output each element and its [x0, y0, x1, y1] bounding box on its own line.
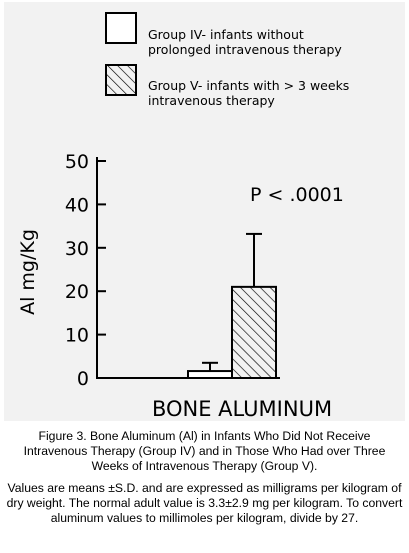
legend — [106, 13, 349, 108]
y-axis-title: Al mg/Kg — [17, 229, 39, 315]
figure-note-text: Values are means ±S.D. and are expressed as milligrams per kilogram of dry weight. The normal adult value is 3.3±2.9 mg per kilogram. To convert aluminum values to millimoles per kilogram, divide by 27. — [6, 481, 403, 525]
bar-group-v — [232, 287, 276, 378]
legend-swatch-group-v — [106, 65, 136, 95]
legend-label-group-iv-line1: Group IV- infants without — [148, 27, 304, 42]
x-axis-title: BONE ALUMINUM — [151, 397, 333, 421]
legend-label-group-iv-line2: prolonged intravenous therapy — [148, 42, 342, 57]
y-tick-label: 10 — [64, 324, 89, 347]
y-tick-label: 20 — [64, 281, 89, 304]
figure-caption: Figure 3. Bone Aluminum (Al) in Infants Who Did Not Receive Intravenous Therapy (Group IV) and in Those Who Had over Three Weeks of Intravenous Therapy (Group V). — [23, 429, 386, 473]
bar-group-iv — [188, 371, 232, 378]
legend-label-group-v-line1: Group V- infants with > 3 weeks — [148, 78, 350, 93]
legend-swatch-group-iv — [106, 13, 136, 43]
y-axis-ticks — [65, 151, 106, 390]
y-tick-label: 40 — [64, 194, 89, 217]
y-tick-label: 0 — [76, 368, 89, 390]
p-value-annotation: P < .0001 — [250, 184, 344, 206]
bars — [188, 234, 276, 378]
bone-aluminum-chart — [4, 2, 405, 421]
y-tick-label: 30 — [64, 237, 89, 260]
y-tick-label: 50 — [64, 151, 89, 173]
legend-label-group-v-line2: intravenous therapy — [148, 93, 275, 108]
figure-note — [6, 481, 403, 526]
